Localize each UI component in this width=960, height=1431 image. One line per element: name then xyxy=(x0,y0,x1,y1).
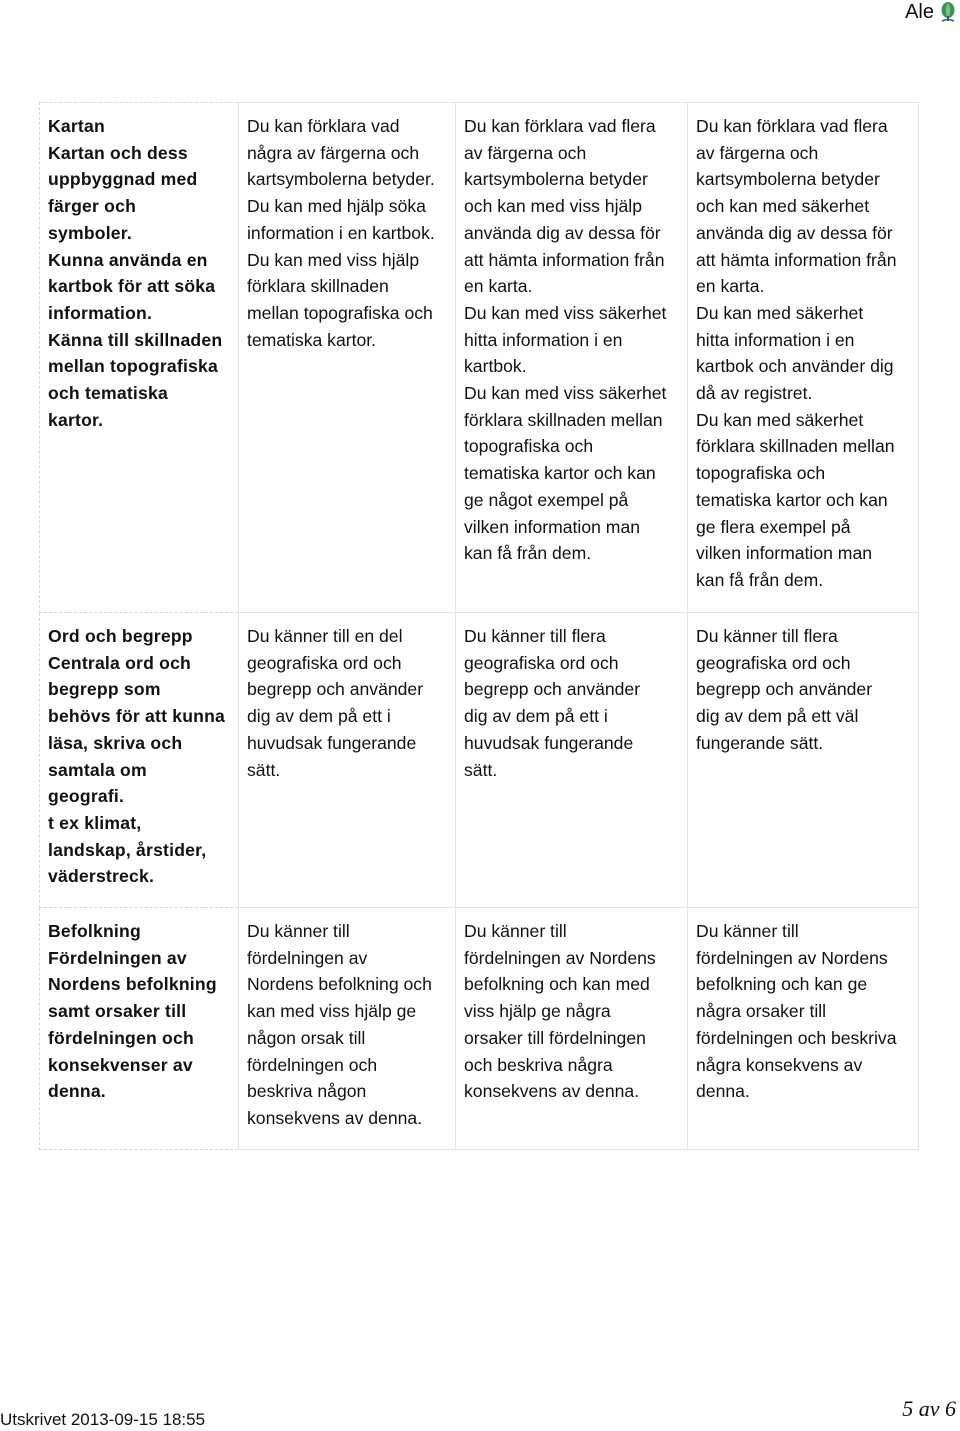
level-text-line: Du känner till xyxy=(247,921,350,941)
level-text-line: befolkning och kan ge xyxy=(696,974,868,995)
level-text-line: ge flera exempel på xyxy=(696,516,851,537)
level-text-line: ge något exempel på xyxy=(464,489,629,510)
criterion-line: mellan topografiska xyxy=(48,356,219,377)
level-text-line: Du kan med viss hjälp xyxy=(247,249,420,270)
level-text-line: dig av dem på ett väl xyxy=(696,706,859,727)
level-1-cell xyxy=(239,908,456,1150)
level-text-line: tematiska kartor. xyxy=(247,329,377,350)
level-text-line: Du kan med viss säkerhet xyxy=(464,302,667,323)
criterion-line: och tematiska xyxy=(48,383,168,404)
level-3-cell xyxy=(688,103,919,613)
level-text-line: fördelningen av Nordens xyxy=(696,947,888,968)
level-text-line: kartsymbolerna betyder xyxy=(464,169,648,190)
level-text-line: Du kan med säkerhet xyxy=(696,302,864,323)
level-text-line: sätt. xyxy=(247,759,281,780)
level-text-line: kartsymbolerna betyder xyxy=(696,169,880,190)
criterion-line: Kartan xyxy=(48,116,105,136)
level-text-line: dig av dem på ett i xyxy=(464,706,608,727)
brand-text: Ale xyxy=(905,0,934,23)
level-text-line: kartbok och använder dig xyxy=(696,356,894,377)
level-text-line: fungerande sätt. xyxy=(696,732,824,753)
level-text-line: information i en kartbok. xyxy=(247,222,435,243)
criterion-line: Nordens befolkning xyxy=(48,974,217,995)
level-text-line: förklara skillnaden xyxy=(247,276,389,297)
level-text-line: någon orsak till xyxy=(247,1027,366,1048)
level-text-line: tematiska kartor och kan xyxy=(464,463,656,484)
level-text-line: denna. xyxy=(696,1081,750,1102)
level-3-cell xyxy=(688,908,919,1150)
level-text-line: då av registret. xyxy=(696,383,813,404)
criterion-line: Ord och begrepp xyxy=(48,626,193,646)
level-3-cell xyxy=(688,613,919,908)
level-text-line: geografiska ord och xyxy=(247,652,402,673)
level-text-line: dig av dem på ett i xyxy=(247,706,391,727)
level-text-line: en karta. xyxy=(464,276,533,297)
criterion-cell xyxy=(40,908,239,1150)
ale-tree-logo-icon xyxy=(940,1,956,23)
criterion-cell xyxy=(40,613,239,908)
level-text-line: kartsymbolerna betyder. xyxy=(247,169,435,190)
level-text-line: beskriva någon xyxy=(247,1081,367,1102)
level-text-line: kartbok. xyxy=(464,356,527,377)
criterion-line: färger och xyxy=(48,196,137,217)
criterion-line: samtala om xyxy=(48,759,147,780)
level-text-line: geografiska ord och xyxy=(464,652,619,673)
level-text-line: Du kan med säkerhet xyxy=(696,409,864,430)
level-text-line: kan få från dem. xyxy=(464,543,592,564)
criterion-line: geografi. xyxy=(48,786,125,807)
criterion-line: denna. xyxy=(48,1081,106,1102)
level-text-line: att hämta information från xyxy=(464,249,665,270)
level-1-cell xyxy=(239,613,456,908)
matrix-row xyxy=(40,908,919,1150)
criterion-line: information. xyxy=(48,302,153,323)
criterion-line: Befolkning xyxy=(48,921,141,941)
level-text-line: och beskriva några xyxy=(464,1054,613,1075)
criterion-line: kartbok för att söka xyxy=(48,276,216,297)
level-text-line: några orsaker till xyxy=(696,1001,827,1022)
criterion-line: läsa, skriva och xyxy=(48,732,183,753)
level-text-line: en karta. xyxy=(696,276,765,297)
level-text-line: huvudsak fungerande xyxy=(247,732,417,753)
level-text-line: hitta information i en xyxy=(696,329,855,350)
level-text-line: begrepp och använder xyxy=(464,679,641,700)
level-text-line: viss hjälp ge några xyxy=(464,1001,611,1022)
level-text-line: vilken information man xyxy=(696,543,873,564)
level-text-line: och kan med säkerhet xyxy=(696,196,870,217)
criterion-line: fördelningen och xyxy=(48,1027,194,1048)
level-text-line: Du känner till en del xyxy=(247,626,403,646)
criterion-line: behövs för att kunna xyxy=(48,706,226,727)
level-text-line: orsaker till fördelningen xyxy=(464,1027,646,1048)
level-text-line: begrepp och använder xyxy=(247,679,424,700)
criterion-line: Kunna använda en xyxy=(48,249,208,270)
criterion-line: kartor. xyxy=(48,409,104,430)
level-text-line: vilken information man xyxy=(464,516,641,537)
level-2-cell xyxy=(456,908,688,1150)
criterion-line: landskap, årstider, xyxy=(48,839,207,860)
level-text-line: konsekvens av denna. xyxy=(247,1107,423,1128)
level-text-line: huvudsak fungerande xyxy=(464,732,634,753)
level-text-line: Du känner till flera xyxy=(696,626,838,646)
level-text-line: fördelningen och xyxy=(247,1054,378,1075)
level-text-line: Du kan förklara vad flera xyxy=(696,116,888,136)
level-text-line: fördelningen och beskriva xyxy=(696,1027,897,1048)
level-2-cell xyxy=(456,103,688,613)
matrix-row xyxy=(40,103,919,613)
level-text-line: fördelningen av Nordens xyxy=(464,947,656,968)
level-text-line: tematiska kartor och kan xyxy=(696,489,888,510)
criterion-line: väderstreck. xyxy=(48,866,155,887)
level-text-line: Du kan förklara vad flera xyxy=(464,116,656,136)
level-text-line: Nordens befolkning och xyxy=(247,974,432,995)
level-text-line: mellan topografiska och xyxy=(247,302,433,323)
level-text-line: Du kan med hjälp söka xyxy=(247,196,426,217)
level-text-line: hitta information i en xyxy=(464,329,623,350)
level-text-line: förklara skillnaden mellan xyxy=(696,436,895,457)
criterion-line: begrepp som xyxy=(48,679,161,700)
level-text-line: topografiska och xyxy=(464,436,594,457)
assessment-matrix xyxy=(39,102,919,1150)
criterion-line: samt orsaker till xyxy=(48,1001,187,1022)
level-text-line: befolkning och kan med xyxy=(464,974,650,995)
level-text-line: sätt. xyxy=(464,759,498,780)
level-text-line: konsekvens av denna. xyxy=(464,1081,640,1102)
level-text-line: Du kan förklara vad xyxy=(247,116,400,136)
criterion-line: symboler. xyxy=(48,222,132,243)
level-text-line: Du känner till xyxy=(696,921,799,941)
level-text-line: kan med viss hjälp ge xyxy=(247,1001,417,1022)
level-text-line: några konsekvens av xyxy=(696,1054,863,1075)
criterion-line: Kartan och dess xyxy=(48,142,188,163)
criterion-line: Fördelningen av xyxy=(48,947,187,968)
level-text-line: begrepp och använder xyxy=(696,679,873,700)
level-text-line: och kan med viss hjälp xyxy=(464,196,642,217)
brand-header xyxy=(905,0,956,24)
criterion-line: konsekvenser av xyxy=(48,1054,193,1075)
criterion-line: t ex klimat, xyxy=(48,812,142,833)
level-text-line: Du känner till flera xyxy=(464,626,606,646)
level-text-line: att hämta information från xyxy=(696,249,897,270)
level-text-line: använda dig av dessa för xyxy=(696,222,893,243)
criterion-line: uppbyggnad med xyxy=(48,169,198,190)
level-text-line: kan få från dem. xyxy=(696,569,824,590)
level-2-cell xyxy=(456,613,688,908)
level-text-line: topografiska och xyxy=(696,463,826,484)
level-text-line: några av färgerna och xyxy=(247,142,420,163)
level-1-cell xyxy=(239,103,456,613)
level-text-line: Du känner till xyxy=(464,921,567,941)
level-text-line: fördelningen av xyxy=(247,947,368,968)
level-text-line: Du kan med viss säkerhet xyxy=(464,383,667,404)
page-number: 5 av 6 xyxy=(902,1396,956,1421)
printed-timestamp: Utskrivet 2013-09-15 18:55 xyxy=(0,1410,206,1429)
criterion-cell xyxy=(40,103,239,613)
criterion-line: Känna till skillnaden xyxy=(48,329,223,350)
level-text-line: förklara skillnaden mellan xyxy=(464,409,663,430)
level-text-line: geografiska ord och xyxy=(696,652,851,673)
criterion-line: Centrala ord och xyxy=(48,652,191,673)
level-text-line: av färgerna och xyxy=(464,142,587,163)
level-text-line: av färgerna och xyxy=(696,142,819,163)
level-text-line: använda dig av dessa för xyxy=(464,222,661,243)
matrix-row xyxy=(40,613,919,908)
